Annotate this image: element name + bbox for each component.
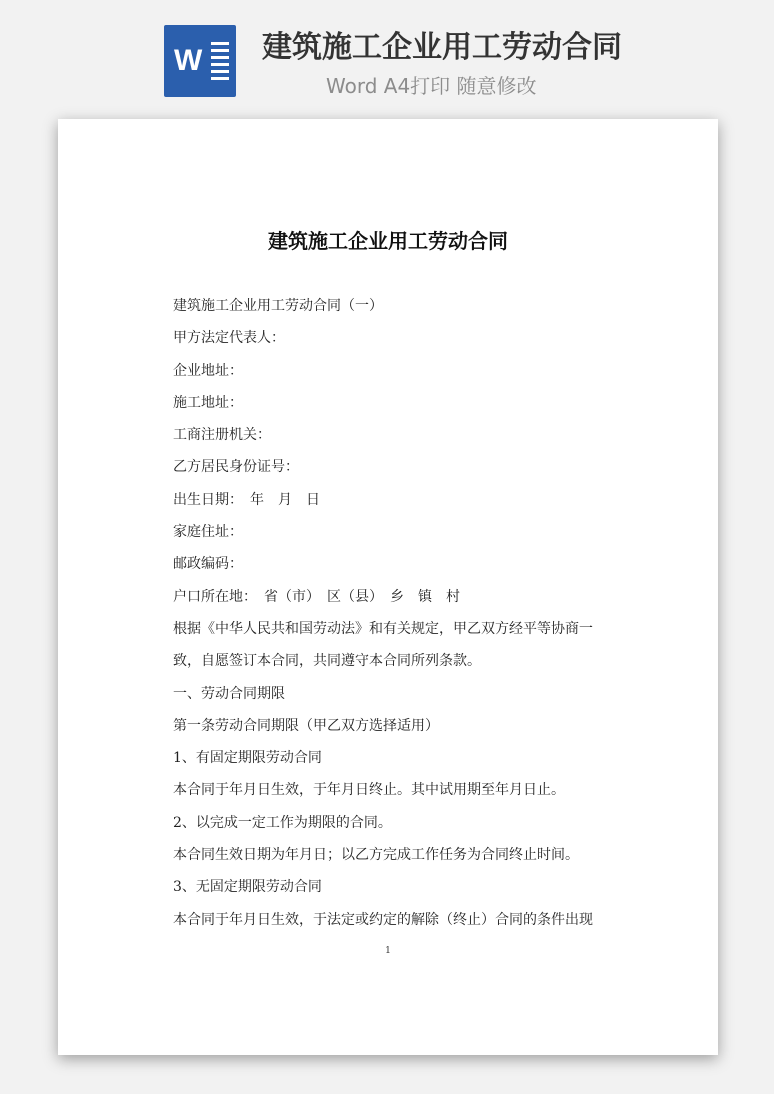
- body-line: 邮政编码：: [173, 556, 243, 573]
- body-line: 2、以完成一定工作为期限的合同。: [173, 814, 392, 831]
- document-title: 建筑施工企业用工劳动合同: [268, 229, 508, 253]
- body-line: 致，自愿签订本合同，共同遵守本合同所列条款。: [173, 653, 481, 670]
- body-line: 1、有固定期限劳动合同: [173, 750, 322, 767]
- header: [0, 0, 774, 112]
- body-line: 工商注册机关：: [173, 427, 271, 444]
- word-logo-icon: [164, 25, 236, 97]
- body-line: 出生日期： 年 月 日: [173, 491, 320, 508]
- body-line: 本合同于年月日生效，于法定或约定的解除（终止）合同的条件出现: [173, 911, 593, 928]
- body-line: 家庭住址：: [173, 524, 243, 541]
- header-subtitle: Word A4打印 随意修改: [326, 74, 537, 98]
- body-line: 本合同于年月日生效，于年月日终止。其中试用期至年月日止。: [173, 782, 565, 799]
- header-title: 建筑施工企业用工劳动合同: [262, 30, 622, 65]
- body-line: 企业地址：: [173, 362, 243, 379]
- body-line: 甲方法定代表人：: [173, 330, 285, 347]
- body-line: 第一条劳动合同期限（甲乙双方选择适用）: [173, 717, 439, 734]
- document-page: [58, 119, 718, 1055]
- body-line: 户口所在地： 省（市） 区（县） 乡 镇 村: [173, 588, 460, 605]
- body-line: 3、无固定期限劳动合同: [173, 879, 322, 896]
- body-line: 施工地址：: [173, 394, 243, 411]
- logo-letter: W: [174, 44, 203, 77]
- body-line: 本合同生效日期为年月日；以乙方完成工作任务为合同终止时间。: [173, 847, 579, 864]
- body-line: 建筑施工企业用工劳动合同（一）: [173, 298, 383, 314]
- body-line: 乙方居民身份证号：: [173, 459, 299, 476]
- page-number: 1: [385, 946, 391, 956]
- document-body: [173, 290, 613, 936]
- section-heading: 一、劳动合同期限: [173, 685, 285, 702]
- body-line: 根据《中华人民共和国劳动法》和有关规定，甲乙双方经平等协商一: [173, 620, 593, 637]
